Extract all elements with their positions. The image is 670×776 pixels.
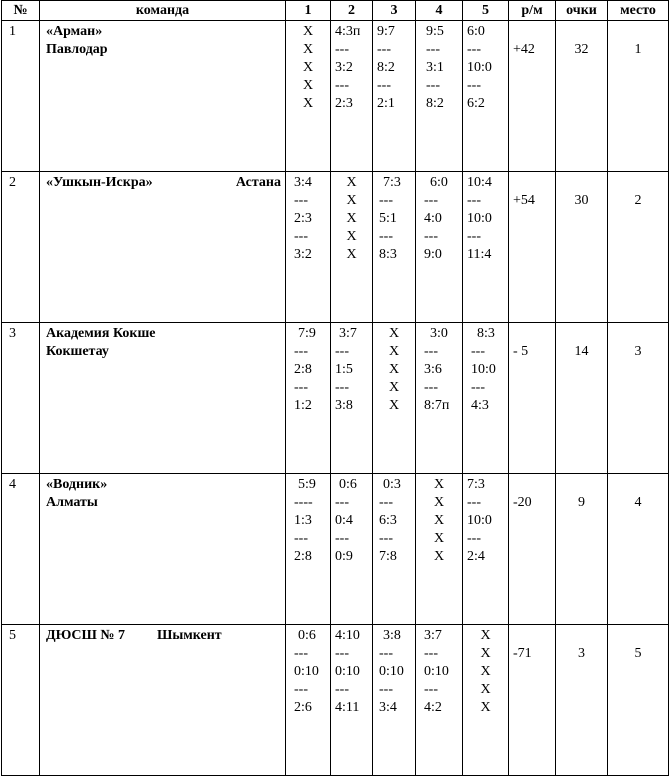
team-city: Алматы — [46, 495, 98, 510]
score-cell — [416, 625, 463, 776]
score-line: --- — [335, 682, 349, 697]
score-line: --- — [424, 193, 438, 208]
score-line: --- — [377, 78, 391, 93]
score-line: X — [388, 344, 400, 359]
score-cell — [463, 625, 509, 776]
score-line: --- — [424, 646, 438, 661]
score-line: 3:6 — [424, 362, 442, 377]
score-line: --- — [294, 531, 308, 546]
score-line: 10:0 — [471, 362, 496, 377]
score-cell — [331, 474, 373, 625]
team-cell — [40, 474, 286, 625]
score-line: X — [433, 477, 445, 492]
score-line: 8:7п — [424, 398, 450, 413]
score-cell — [286, 323, 331, 474]
header-num: № — [2, 1, 40, 21]
score-line: --- — [471, 344, 485, 359]
score-line: --- — [424, 682, 438, 697]
header-col-2: 2 — [331, 1, 373, 21]
score-line: 4:2 — [424, 700, 442, 715]
row-number: 3 — [2, 323, 40, 474]
score-line: 3:1 — [426, 60, 444, 75]
score-line: 6:3 — [379, 513, 397, 528]
score-cell — [286, 474, 331, 625]
score-line: X — [433, 495, 445, 510]
score-line: 3:2 — [294, 247, 312, 262]
score-line: X — [480, 646, 491, 661]
score-cell — [331, 21, 373, 172]
points: 32 — [556, 21, 608, 172]
score-line: --- — [467, 531, 481, 546]
team-name: «Водник» — [46, 477, 108, 492]
score-line: --- — [335, 495, 349, 510]
score-line: X — [346, 175, 357, 190]
score-line: --- — [294, 646, 308, 661]
score-line: --- — [335, 78, 349, 93]
score-line: X — [388, 362, 400, 377]
goal-difference: +42 — [509, 21, 556, 172]
score-line: 5:1 — [379, 211, 397, 226]
score-line: 2:3 — [294, 211, 312, 226]
score-cell — [373, 172, 416, 323]
team-city: Кокшетау — [46, 344, 109, 359]
score-line: --- — [379, 531, 393, 546]
score-line: 4:0 — [424, 211, 442, 226]
team-name-line — [46, 174, 281, 192]
score-line: 9:7 — [377, 24, 395, 39]
score-line: ---- — [294, 495, 313, 510]
header-col-3: 3 — [373, 1, 416, 21]
place: 5 — [608, 625, 669, 776]
score-line: 8:2 — [377, 60, 395, 75]
score-line: --- — [335, 42, 349, 57]
team-name-line — [46, 627, 281, 645]
goal-difference: +54 — [509, 172, 556, 323]
score-line: 3:0 — [430, 326, 448, 341]
table-row — [2, 625, 669, 776]
score-line: X — [480, 700, 491, 715]
score-line: X — [433, 531, 445, 546]
score-line: 0:6 — [298, 628, 316, 643]
team-city: Астана — [235, 175, 281, 190]
header-row — [2, 1, 669, 21]
score-cell — [463, 172, 509, 323]
team-cell — [40, 172, 286, 323]
score-line: 5:9 — [298, 477, 316, 492]
score-line: 0:10 — [379, 664, 404, 679]
score-line: --- — [294, 229, 308, 244]
score-line: X — [302, 42, 314, 57]
score-line: X — [433, 549, 445, 564]
score-line: --- — [424, 229, 438, 244]
score-line: X — [302, 78, 314, 93]
score-line: --- — [467, 78, 481, 93]
row-number: 4 — [2, 474, 40, 625]
score-line: 4:3 — [471, 398, 489, 413]
score-line: --- — [426, 42, 440, 57]
score-line: 4:3п — [335, 24, 361, 39]
score-line: 3:4 — [294, 175, 312, 190]
score-cell — [463, 474, 509, 625]
score-line: --- — [467, 229, 481, 244]
score-line: 10:0 — [467, 211, 492, 226]
score-line: --- — [467, 42, 481, 57]
table-row — [2, 172, 669, 323]
score-cell — [286, 21, 331, 172]
score-line: 2:6 — [294, 700, 312, 715]
score-cell — [331, 625, 373, 776]
goal-difference: -20 — [509, 474, 556, 625]
score-line: 9:5 — [426, 24, 444, 39]
score-line: 7:9 — [298, 326, 316, 341]
score-cell — [416, 21, 463, 172]
score-cell — [373, 21, 416, 172]
score-line: X — [302, 24, 314, 39]
place: 3 — [608, 323, 669, 474]
score-line: 4:10 — [335, 628, 360, 643]
place: 2 — [608, 172, 669, 323]
place: 1 — [608, 21, 669, 172]
table-row — [2, 323, 669, 474]
score-line: --- — [379, 646, 393, 661]
score-line: X — [480, 664, 491, 679]
score-line: --- — [294, 380, 308, 395]
header-col-1: 1 — [286, 1, 331, 21]
score-line: --- — [379, 682, 393, 697]
score-line: 9:0 — [424, 247, 442, 262]
score-line: 8:2 — [426, 96, 444, 111]
score-line: X — [480, 628, 491, 643]
score-line: 10:0 — [467, 60, 492, 75]
team-cell — [40, 625, 286, 776]
score-line: 1:3 — [294, 513, 312, 528]
score-cell — [463, 21, 509, 172]
score-line: 0:4 — [335, 513, 353, 528]
score-line: 6:0 — [467, 24, 485, 39]
score-line: 2:8 — [294, 362, 312, 377]
team-name: «Арман» — [46, 24, 103, 39]
score-line: --- — [467, 495, 481, 510]
goal-difference: - 5 — [509, 323, 556, 474]
score-line: 1:5 — [335, 362, 353, 377]
header-place: место — [608, 1, 669, 21]
score-cell — [416, 323, 463, 474]
score-line: X — [433, 513, 445, 528]
score-line: --- — [424, 380, 438, 395]
team-name: ДЮСШ № 7 — [46, 628, 125, 643]
score-line: X — [346, 193, 357, 208]
score-line: 0:6 — [339, 477, 357, 492]
score-line: --- — [335, 646, 349, 661]
header-points: очки — [556, 1, 608, 21]
score-line: --- — [379, 495, 393, 510]
score-line: 0:3 — [383, 477, 401, 492]
team-name: «Ушкын-Искра» — [46, 175, 153, 190]
score-line: X — [302, 60, 314, 75]
team-city: Шымкент — [156, 628, 222, 643]
header-col-5: 5 — [463, 1, 509, 21]
score-line: X — [346, 229, 357, 244]
score-line: 3:7 — [339, 326, 357, 341]
score-line: 10:0 — [467, 513, 492, 528]
score-cell — [463, 323, 509, 474]
score-line: 10:4 — [467, 175, 492, 190]
score-line: 3:8 — [383, 628, 401, 643]
score-line: --- — [294, 682, 308, 697]
score-line: 11:4 — [467, 247, 492, 262]
score-cell — [373, 474, 416, 625]
score-line: 6:2 — [467, 96, 485, 111]
score-line: 7:3 — [467, 477, 485, 492]
score-line: --- — [335, 380, 349, 395]
place: 4 — [608, 474, 669, 625]
score-line: --- — [467, 193, 481, 208]
score-line: --- — [335, 531, 349, 546]
table-row — [2, 474, 669, 625]
score-line: 6:0 — [430, 175, 448, 190]
score-cell — [373, 323, 416, 474]
score-cell — [373, 625, 416, 776]
goal-difference: -71 — [509, 625, 556, 776]
header-col-4: 4 — [416, 1, 463, 21]
score-line: --- — [294, 193, 308, 208]
header-diff: р/м — [509, 1, 556, 21]
score-line: X — [346, 211, 357, 226]
score-line: 0:10 — [335, 664, 360, 679]
score-line: 3:2 — [335, 60, 353, 75]
score-line: X — [388, 380, 400, 395]
score-line: 3:4 — [379, 700, 397, 715]
score-line: 4:11 — [335, 700, 360, 715]
score-cell — [416, 172, 463, 323]
score-line: X — [346, 247, 357, 262]
points: 3 — [556, 625, 608, 776]
score-line: 0:10 — [294, 664, 319, 679]
points: 9 — [556, 474, 608, 625]
score-cell — [416, 474, 463, 625]
score-line: 8:3 — [379, 247, 397, 262]
score-line: --- — [294, 344, 308, 359]
team-city: Павлодар — [46, 42, 108, 57]
table-row — [2, 21, 669, 172]
score-line: --- — [426, 78, 440, 93]
score-line: --- — [377, 42, 391, 57]
score-line: 3:7 — [424, 628, 442, 643]
score-line: 7:3 — [383, 175, 401, 190]
row-number: 2 — [2, 172, 40, 323]
score-line: 3:8 — [335, 398, 353, 413]
score-line: --- — [471, 380, 485, 395]
score-line: --- — [424, 344, 438, 359]
row-number: 5 — [2, 625, 40, 776]
score-line: 1:2 — [294, 398, 312, 413]
score-line: 7:8 — [379, 549, 397, 564]
score-line: X — [388, 326, 400, 341]
score-line: --- — [335, 344, 349, 359]
row-number: 1 — [2, 21, 40, 172]
team-name: Академия Кокше — [46, 326, 156, 341]
team-cell — [40, 21, 286, 172]
score-line: 8:3 — [477, 326, 495, 341]
score-line: 2:1 — [377, 96, 395, 111]
score-line: X — [480, 682, 491, 697]
score-line: 2:8 — [294, 549, 312, 564]
points: 30 — [556, 172, 608, 323]
score-cell — [331, 172, 373, 323]
points: 14 — [556, 323, 608, 474]
score-line: 2:3 — [335, 96, 353, 111]
score-cell — [286, 172, 331, 323]
score-line: 0:10 — [424, 664, 449, 679]
score-line: X — [388, 398, 400, 413]
team-cell — [40, 323, 286, 474]
header-team: команда — [40, 1, 286, 21]
score-line: 0:9 — [335, 549, 353, 564]
score-line: 2:4 — [467, 549, 485, 564]
score-line: --- — [379, 193, 393, 208]
score-cell — [286, 625, 331, 776]
standings-table — [1, 0, 669, 776]
score-line: X — [302, 96, 314, 111]
score-line: --- — [379, 229, 393, 244]
score-cell — [331, 323, 373, 474]
